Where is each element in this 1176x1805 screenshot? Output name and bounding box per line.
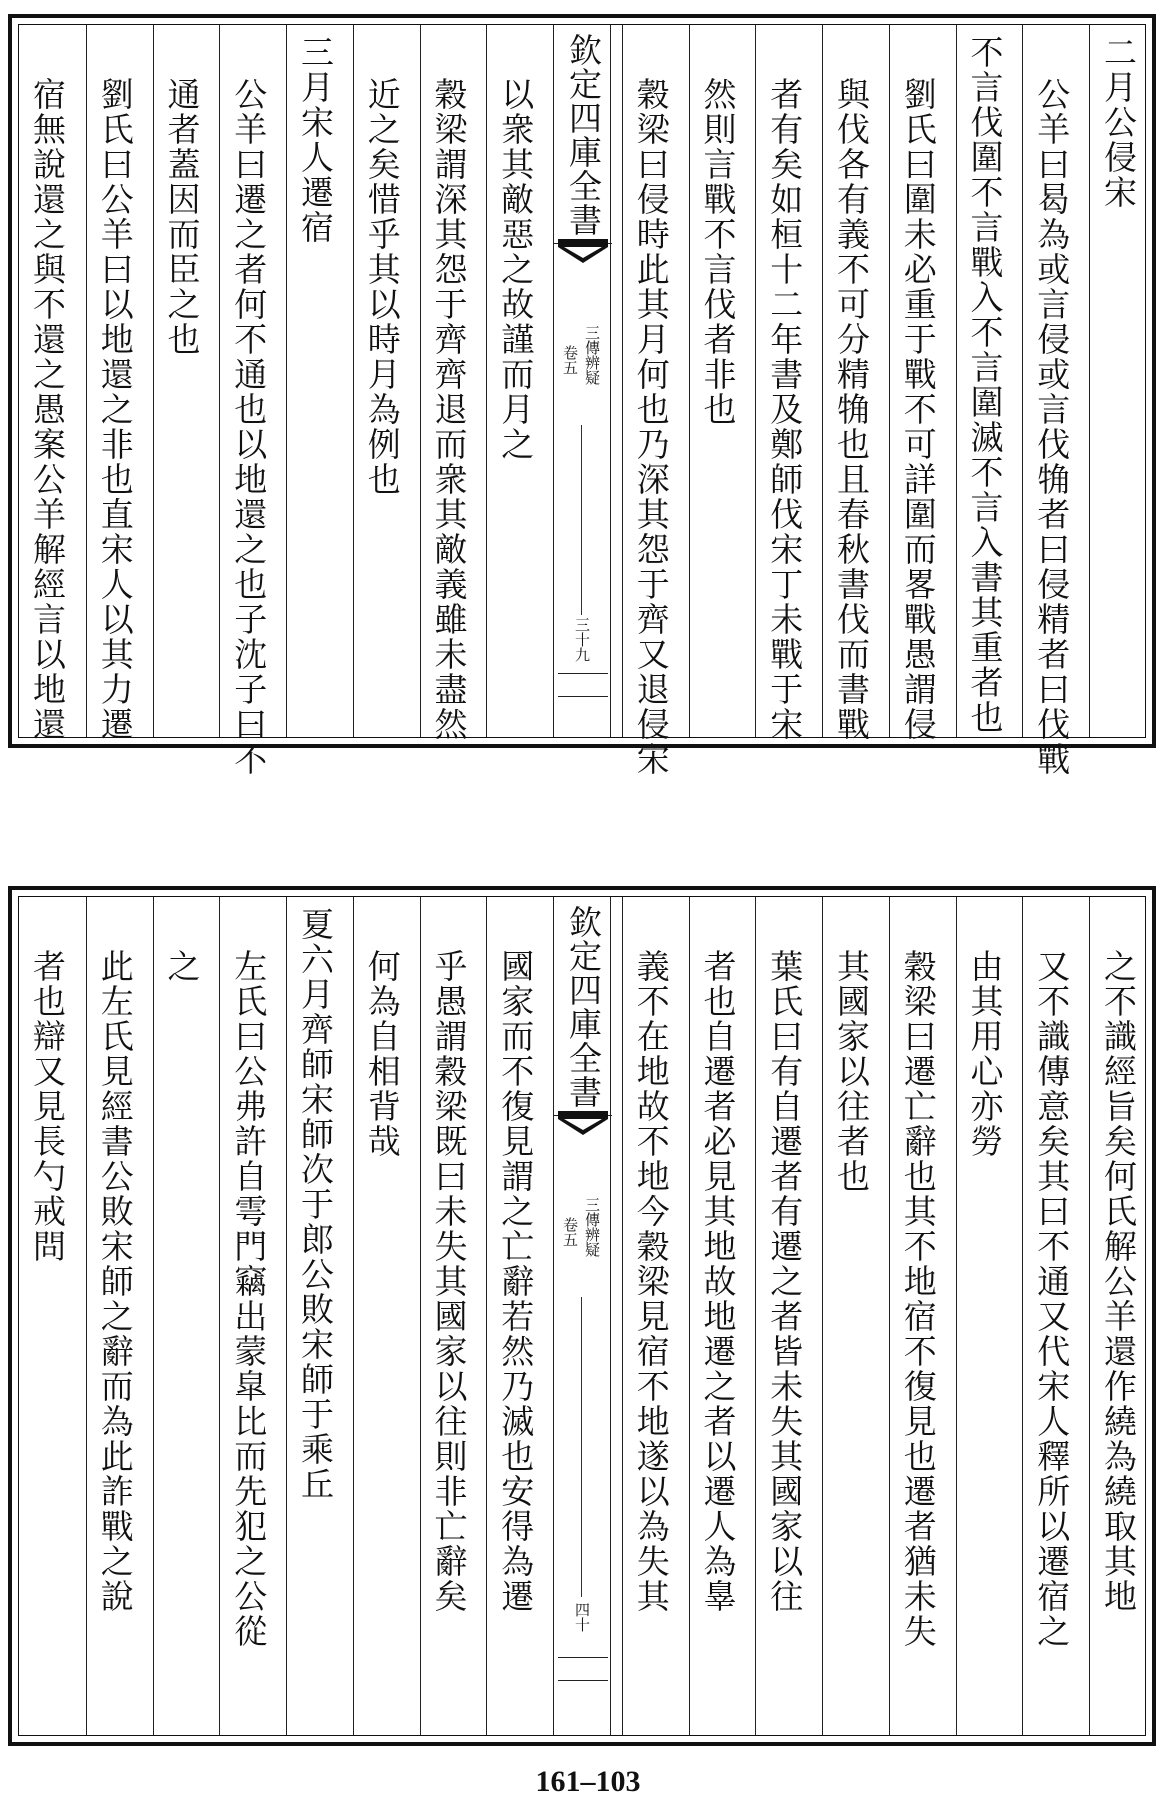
column-text: 劉氏曰圍未必重于戰不可詳圍而畧戰愚謂侵	[898, 77, 938, 742]
work-title: 三傳辨疑	[583, 325, 601, 385]
text-column	[353, 897, 409, 1735]
center-rule	[581, 425, 582, 615]
text-column	[622, 25, 678, 777]
column-text: 葉氏曰有自遷者有遷之者皆未失其國家以往	[765, 949, 805, 1614]
text-column	[420, 897, 476, 1735]
column-text: 公羊曰遷之者何不通也以地還之也子沈子曰不	[229, 77, 269, 777]
text-column	[19, 897, 75, 1735]
column-text: 穀梁謂深其怨于齊齊退而衆其敵義雖未盡然	[429, 77, 469, 742]
text-column	[689, 25, 745, 737]
column-text: 公羊曰曷為或言侵或言伐觕者曰侵精者曰伐戰	[1032, 77, 1072, 777]
work-title: 三傳辨疑	[583, 1197, 601, 1257]
column-text: 國家而不復見謂之亡辭若然乃滅也安得為遷	[496, 949, 536, 1614]
text-column	[353, 25, 409, 737]
text-column	[286, 897, 342, 1735]
book-page-top	[8, 14, 1156, 777]
text-column	[153, 25, 209, 737]
column-text: 者有矣如桓十二年書及鄭師伐宋丁未戰于宋	[765, 77, 805, 742]
book-page-bottom	[8, 886, 1156, 1746]
text-column	[889, 25, 945, 742]
column-text: 穀梁曰遷亡辭也其不地宿不復見也遷者猶未失	[898, 949, 938, 1649]
column-text: 乎愚謂穀梁既曰未失其國家以往則非亡辭矣	[429, 949, 469, 1614]
text-column	[86, 25, 142, 742]
lower-fish-tail	[558, 673, 608, 697]
column-text: 之不識經旨矣何氏解公羊還作繞為繞取其地	[1099, 949, 1138, 1614]
text-column	[689, 897, 745, 1735]
page-frame	[18, 24, 1146, 777]
folio-number: 四十	[573, 1602, 591, 1632]
column-text: 與伐各有義不可分精觕也且春秋書伐而書戰	[832, 77, 871, 742]
column-text: 何為自相背哉	[362, 949, 402, 1159]
text-column	[755, 25, 811, 742]
text-column	[153, 897, 209, 1735]
text-column	[956, 897, 1012, 1735]
text-column	[822, 25, 878, 742]
text-column	[486, 25, 542, 737]
column-text: 然則言戰不言伐者非也	[698, 77, 738, 427]
fish-tail-mark-icon	[558, 239, 608, 269]
column-text: 劉氏曰公羊曰以地還之非也直宋人以其力遷	[95, 77, 135, 742]
column-text: 左氏曰公弗許自雩門竊出蒙皐比而先犯之公從	[229, 949, 269, 1649]
text-column	[420, 25, 476, 742]
text-column	[889, 897, 945, 1735]
column-text: 義不在地故不地今穀梁見宿不地遂以為失其	[631, 949, 671, 1614]
folio-number: 三十九	[573, 617, 591, 662]
page-footer-number: 161–103	[535, 1765, 641, 1798]
column-text: 通者蓋因而臣之也	[162, 77, 202, 357]
volume-label: 卷五	[561, 1217, 579, 1247]
text-column	[219, 25, 275, 777]
text-column	[86, 897, 142, 1735]
center-fold	[553, 897, 611, 1735]
text-column	[1089, 897, 1145, 1735]
center-fold	[553, 25, 611, 737]
column-text: 者也辯又見長勺戒問	[28, 949, 67, 1264]
column-text: 又不識傳意矣其曰不通又代宋人釋所以遷宿之	[1032, 949, 1072, 1649]
column-text: 之	[162, 949, 202, 984]
book-title: 欽定四庫全書	[554, 905, 612, 1116]
column-text: 穀梁曰侵時此其月何也乃深其怨于齊又退侵宋	[631, 77, 671, 777]
page-frame	[18, 896, 1146, 1736]
column-text: 夏六月齊師宋師次于郎公敗宋師于乘丘	[296, 907, 335, 1502]
text-column	[1089, 25, 1145, 737]
text-column	[1022, 897, 1078, 1735]
column-text: 其國家以往者也	[832, 949, 871, 1194]
text-column	[622, 897, 678, 1735]
text-column	[822, 897, 878, 1735]
text-column	[286, 25, 342, 737]
volume-label: 卷五	[561, 345, 579, 375]
center-rule	[581, 1297, 582, 1597]
text-column	[486, 897, 542, 1735]
text-column	[956, 25, 1012, 737]
text-column	[19, 25, 75, 742]
column-text: 者也自遷者必見其地故地遷之者以遷人為辠	[698, 949, 738, 1614]
column-text: 由其用心亦勞	[965, 949, 1005, 1159]
column-text: 此左氏見經書公敗宋師之辭而為此詐戰之說	[95, 949, 135, 1614]
column-text: 宿無說還之與不還之愚案公羊解經言以地還	[28, 77, 67, 742]
column-text: 三月宋人遷宿	[296, 35, 335, 245]
text-column	[1022, 25, 1078, 777]
column-text: 近之矣惜乎其以時月為例也	[362, 77, 402, 497]
text-column	[755, 897, 811, 1735]
column-text: 二月公侵宋	[1099, 35, 1138, 210]
text-column	[219, 897, 275, 1735]
fish-tail-mark-icon	[558, 1111, 608, 1141]
column-text: 以衆其敵惡之故謹而月之	[496, 77, 536, 462]
column-text: 不言伐圍不言戰入不言圍滅不言入書其重者也	[965, 35, 1005, 735]
book-title: 欽定四庫全書	[554, 33, 612, 244]
lower-fish-tail	[558, 1657, 608, 1681]
